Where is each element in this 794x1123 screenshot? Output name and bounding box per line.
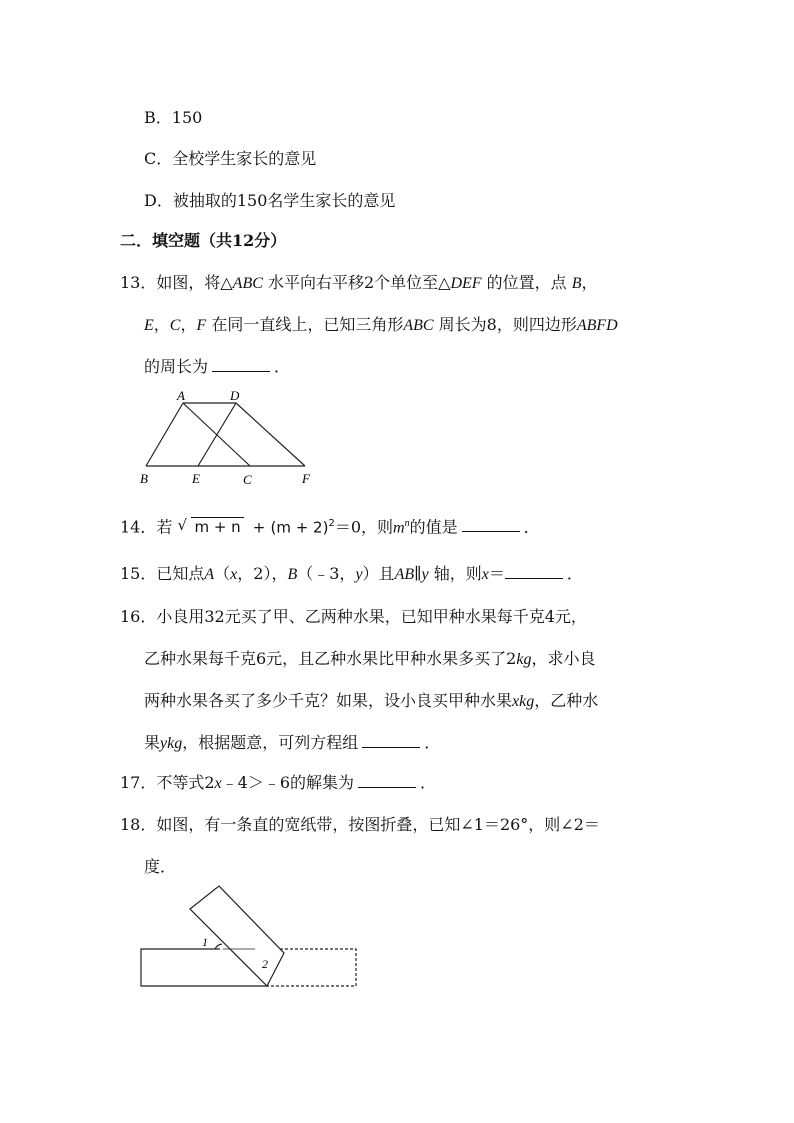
q16-line1: 16．小良用32元买了甲、乙两种水果，已知甲种水果每千克4元，	[120, 607, 587, 626]
q17-line: 17．不等式2x﹣4＞﹣6的解集为 ．	[120, 773, 437, 792]
answer-blank	[505, 564, 563, 579]
q13-figure	[134, 388, 324, 488]
q13-line3: 的周长为 ．	[144, 357, 291, 376]
label-e: E	[192, 471, 200, 486]
q16-line4: 果ykg，根据题意，可列方程组 ．	[144, 733, 441, 752]
option-b: B．150	[144, 108, 203, 127]
q18-line1: 18．如图，有一条直的宽纸带，按图折叠，已知∠1＝26°，则∠2＝	[120, 815, 600, 834]
segment-df	[236, 403, 305, 466]
angle-1-arc	[215, 944, 222, 949]
q16-line2: 乙种水果每千克6元，且乙种水果比甲种水果多买了2kg，求小良	[144, 649, 596, 668]
q15-line: 15．已知点A（x，2），B（﹣3，y）且AB∥y 轴，则x＝ ．	[120, 564, 583, 583]
label-c: C	[243, 472, 252, 487]
segment-ab	[146, 403, 183, 466]
q13-line2: E，C，F 在同一直线上，已知三角形ABC 周长为8，则四边形ABFD	[144, 315, 618, 334]
q16-line3: 两种水果各买了多少千克？如果，设小良买甲种水果xkg，乙种水	[144, 691, 599, 710]
label-b: B	[140, 471, 148, 486]
option-d: D．被抽取的150名学生家长的意见	[144, 191, 396, 210]
label-d: D	[230, 388, 240, 403]
sqrt-expression: √ m + n	[177, 517, 243, 537]
answer-blank	[362, 733, 420, 748]
q18-line2: 度．	[144, 857, 177, 876]
answer-blank	[212, 357, 270, 372]
angle-2-label: 2	[262, 957, 268, 971]
strip-dashed-part	[268, 949, 356, 986]
label-a: A	[177, 388, 185, 403]
label-f: F	[302, 471, 310, 486]
answer-blank	[462, 517, 520, 532]
q13-line1: 13．如图，将△ABC 水平向右平移2个单位至△DEF 的位置，点 B，	[120, 273, 598, 292]
q18-figure	[135, 880, 365, 992]
answer-blank	[358, 773, 416, 788]
segment-de	[198, 403, 236, 466]
section-title: 二．填空题（共12分）	[120, 231, 287, 250]
option-c: C．全校学生家长的意见	[144, 149, 317, 168]
angle-1-label: 1	[202, 935, 208, 949]
q14-line: 14．若 √ $m + n + (m + 2)^2=0$，则$m^n$的值是 ．	[120, 516, 540, 537]
